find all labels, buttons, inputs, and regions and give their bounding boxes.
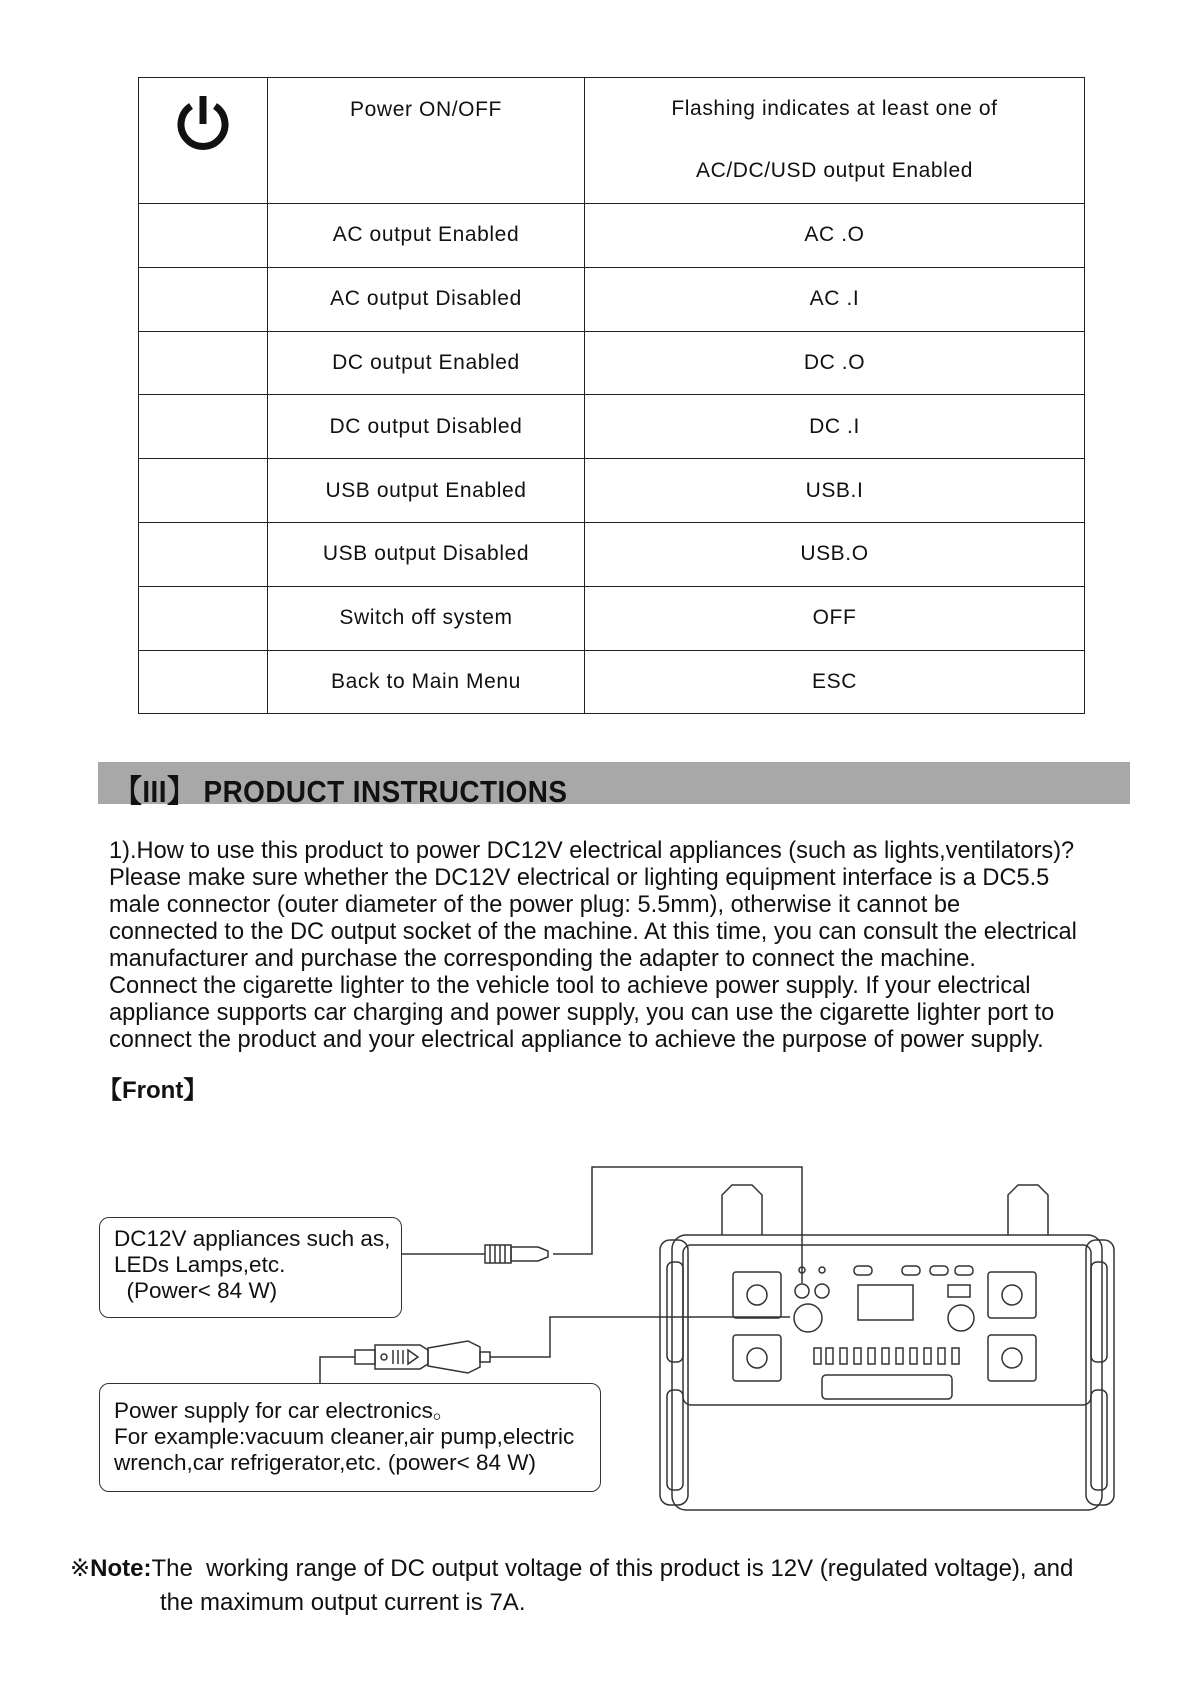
- function-cell: USB output Enabled: [268, 459, 585, 523]
- section-title: 【III】 PRODUCT INSTRUCTIONS: [114, 774, 568, 809]
- instruction-line: 1).How to use this product to power DC12V electrical appliances (such as lights,ventilators)?: [109, 838, 1075, 864]
- note-text: The working range of DC output voltage of this product is 12V (regulated voltage), and: [151, 1555, 1074, 1582]
- dc-plug-icon: [485, 1245, 548, 1263]
- instruction-line: connect the product and your electrical appliance to achieve the purpose of power supply.: [109, 1027, 1044, 1053]
- instruction-line: connected to the DC output socket of the machine. At this time, you can consult the electrical: [109, 919, 1077, 945]
- function-cell: Switch off system: [268, 586, 585, 650]
- function-cell: DC output Disabled: [268, 395, 585, 459]
- display-cell: DC .O: [585, 331, 1085, 395]
- cigarette-plug-icon: [355, 1341, 490, 1373]
- dc12v-callout: [99, 1217, 402, 1318]
- note-symbol: ※: [70, 1555, 91, 1582]
- front-label: 【Front】: [98, 1077, 208, 1104]
- instruction-line: Please make sure whether the DC12V electrical or lighting equipment interface is a DC5.5: [109, 865, 1050, 891]
- function-cell: DC output Enabled: [268, 331, 585, 395]
- callout-line: wrench,car refrigerator,etc. (power< 84 W): [114, 1450, 537, 1475]
- display-cell: DC .I: [585, 395, 1085, 459]
- instruction-line: male connector (outer diameter of the power plug: 5.5mm), otherwise it cannot be: [109, 892, 961, 918]
- instruction-line: appliance supports car charging and power supply, you can use the cigarette lighter port to: [109, 1000, 1055, 1026]
- function-cell: Back to Main Menu: [268, 650, 585, 714]
- note: [70, 1552, 1073, 1620]
- car-cable-line: [320, 1357, 355, 1383]
- display-line: Flashing indicates at least one of: [671, 97, 998, 120]
- function-cell: AC output Disabled: [268, 267, 585, 331]
- instruction-line: Connect the cigarette lighter to the vehicle tool to achieve power supply. If your electrical: [109, 973, 1031, 999]
- dc-link-line: [553, 1167, 802, 1283]
- callout-line: (Power< 84 W): [114, 1278, 278, 1303]
- callout-line: For example:vacuum cleaner,air pump,electric: [114, 1424, 575, 1449]
- display-line: AC/DC/USD output Enabled: [695, 159, 974, 182]
- instruction-line: manufacturer and purchase the corresponding the adapter to connect the machine.: [109, 946, 976, 972]
- display-cell: ESC: [585, 650, 1085, 714]
- power-station-icon: [660, 1185, 1114, 1510]
- car-link-line: [490, 1317, 790, 1357]
- function-cell: USB output Disabled: [268, 522, 585, 586]
- callout-line: Power supply for car electronics。: [114, 1398, 456, 1423]
- car-electronics-callout: [99, 1383, 601, 1492]
- function-cell: Power ON/OFF: [268, 78, 585, 204]
- function-cell: AC output Enabled: [268, 204, 585, 268]
- display-cell: USB.I: [585, 459, 1085, 523]
- note-text: the maximum output current is 7A.: [160, 1589, 526, 1616]
- display-cell: USB.O: [585, 522, 1085, 586]
- display-cell: AC .I: [585, 267, 1085, 331]
- display-cell: OFF: [585, 586, 1085, 650]
- note-label: Note:: [90, 1555, 152, 1582]
- display-cell: AC .O: [585, 204, 1085, 268]
- callout-line: LEDs Lamps,etc.: [114, 1252, 286, 1277]
- callout-line: DC12V appliances such as,: [114, 1226, 391, 1251]
